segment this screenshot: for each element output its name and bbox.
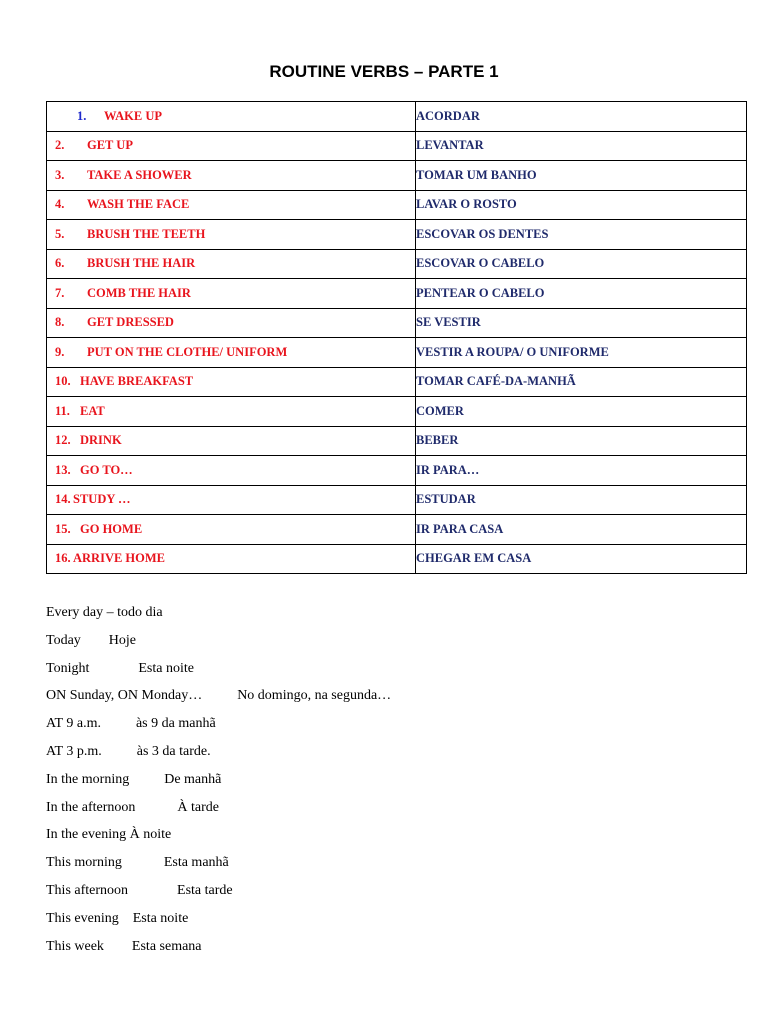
verb-number: 14.: [55, 492, 71, 507]
verb-row: [47, 131, 747, 161]
portuguese-translation-cell: ESTUDAR: [416, 485, 747, 515]
portuguese-translation-cell: COMER: [416, 397, 747, 427]
verb-row: [47, 367, 747, 397]
portuguese-translation-cell: TOMAR CAFÉ-DA-MANHÃ: [416, 367, 747, 397]
time-expression: This evening Esta noite: [46, 910, 189, 926]
english-verb-cell: [47, 338, 416, 368]
verb-number: 9.: [55, 344, 65, 359]
english-verb-cell: [47, 544, 416, 574]
english-verb-cell: [47, 220, 416, 250]
english-verb-label: WASH THE FACE: [87, 197, 190, 212]
verb-number: 2.: [55, 138, 65, 153]
verb-number: 6.: [55, 256, 65, 271]
verb-row: [47, 279, 747, 309]
verb-row: [47, 161, 747, 191]
time-expression: Every day – todo dia: [46, 605, 163, 620]
verb-number: 12.: [55, 433, 71, 448]
portuguese-translation-cell: IR PARA CASA: [416, 515, 747, 545]
english-verb-cell: [47, 190, 416, 220]
portuguese-translation-cell: TOMAR UM BANHO: [416, 161, 747, 191]
english-verb-cell: [47, 515, 416, 545]
english-verb-cell: [47, 308, 416, 338]
english-verb-cell: [47, 102, 416, 132]
portuguese-translation-cell: IR PARA…: [416, 456, 747, 486]
time-expression: Today Hoje: [46, 632, 137, 648]
english-verb-label: EAT: [80, 403, 105, 418]
verb-number: 16.: [55, 551, 71, 566]
verb-row: [47, 220, 747, 250]
verb-row: [47, 102, 747, 132]
verb-number: 13.: [55, 462, 71, 477]
time-expressions-list: [46, 599, 391, 960]
portuguese-translation-cell: CHEGAR EM CASA: [416, 544, 747, 574]
portuguese-translation-cell: ACORDAR: [416, 102, 747, 132]
verb-number: 5.: [55, 226, 65, 241]
verbs-table: [46, 101, 747, 574]
time-expression: This afternoon Esta tarde: [46, 882, 233, 898]
time-expression: In the evening À noite: [46, 827, 172, 843]
time-expression: ON Sunday, ON Monday… No domingo, na segunda…: [46, 688, 392, 704]
time-expression: This week Esta semana: [46, 938, 202, 954]
english-verb-label: STUDY …: [73, 492, 131, 507]
english-verb-label: GO HOME: [80, 521, 143, 536]
verb-number: 15.: [55, 521, 71, 536]
portuguese-translation-cell: ESCOVAR O CABELO: [416, 249, 747, 279]
english-verb-label: GET DRESSED: [87, 315, 174, 330]
verb-number: 8.: [55, 315, 65, 330]
english-verb-cell: [47, 456, 416, 486]
english-verb-label: HAVE BREAKFAST: [80, 374, 194, 389]
english-verb-label: WAKE UP: [104, 108, 162, 123]
english-verb-label: BRUSH THE TEETH: [87, 226, 206, 241]
time-expression: This morning Esta manhã: [46, 855, 229, 871]
verb-number: 1.: [77, 108, 87, 123]
portuguese-translation-cell: BEBER: [416, 426, 747, 456]
english-verb-label: GET UP: [87, 138, 133, 153]
verb-number: 3.: [55, 167, 65, 182]
time-expression: In the morning De manhã: [46, 771, 222, 787]
english-verb-cell: [47, 279, 416, 309]
portuguese-translation-cell: LEVANTAR: [416, 131, 747, 161]
portuguese-translation-cell: VESTIR A ROUPA/ O UNIFORME: [416, 338, 747, 368]
verb-row: [47, 544, 747, 574]
verb-row: [47, 249, 747, 279]
english-verb-cell: [47, 161, 416, 191]
verb-number: 7.: [55, 285, 65, 300]
time-expression: AT 9 a.m. às 9 da manhã: [46, 716, 216, 732]
verb-number: 11.: [55, 403, 70, 418]
verb-row: [47, 426, 747, 456]
verb-row: [47, 397, 747, 427]
english-verb-cell: [47, 131, 416, 161]
english-verb-label: DRINK: [80, 433, 122, 448]
english-verb-cell: [47, 249, 416, 279]
english-verb-cell: [47, 426, 416, 456]
portuguese-translation-cell: LAVAR O ROSTO: [416, 190, 747, 220]
verb-row: [47, 485, 747, 515]
time-expression: AT 3 p.m. às 3 da tarde.: [46, 743, 211, 759]
verb-row: [47, 308, 747, 338]
time-expression: Tonight Esta noite: [46, 660, 194, 676]
english-verb-cell: [47, 485, 416, 515]
time-expression: In the afternoon À tarde: [46, 799, 219, 815]
english-verb-cell: [47, 397, 416, 427]
english-verb-label: GO TO…: [80, 462, 133, 477]
portuguese-translation-cell: ESCOVAR OS DENTES: [416, 220, 747, 250]
verb-number: 4.: [55, 197, 65, 212]
verb-row: [47, 190, 747, 220]
english-verb-label: BRUSH THE HAIR: [87, 256, 196, 271]
verb-row: [47, 515, 747, 545]
english-verb-label: TAKE A SHOWER: [87, 167, 192, 182]
english-verb-label: PUT ON THE CLOTHE/ UNIFORM: [87, 344, 288, 359]
verb-row: [47, 456, 747, 486]
page-title: ROUTINE VERBS – PARTE 1: [269, 62, 499, 81]
english-verb-label: COMB THE HAIR: [87, 285, 191, 300]
english-verb-label: ARRIVE HOME: [73, 551, 166, 566]
verb-number: 10.: [55, 374, 71, 389]
english-verb-cell: [47, 367, 416, 397]
verb-row: [47, 338, 747, 368]
portuguese-translation-cell: PENTEAR O CABELO: [416, 279, 747, 309]
portuguese-translation-cell: SE VESTIR: [416, 308, 747, 338]
